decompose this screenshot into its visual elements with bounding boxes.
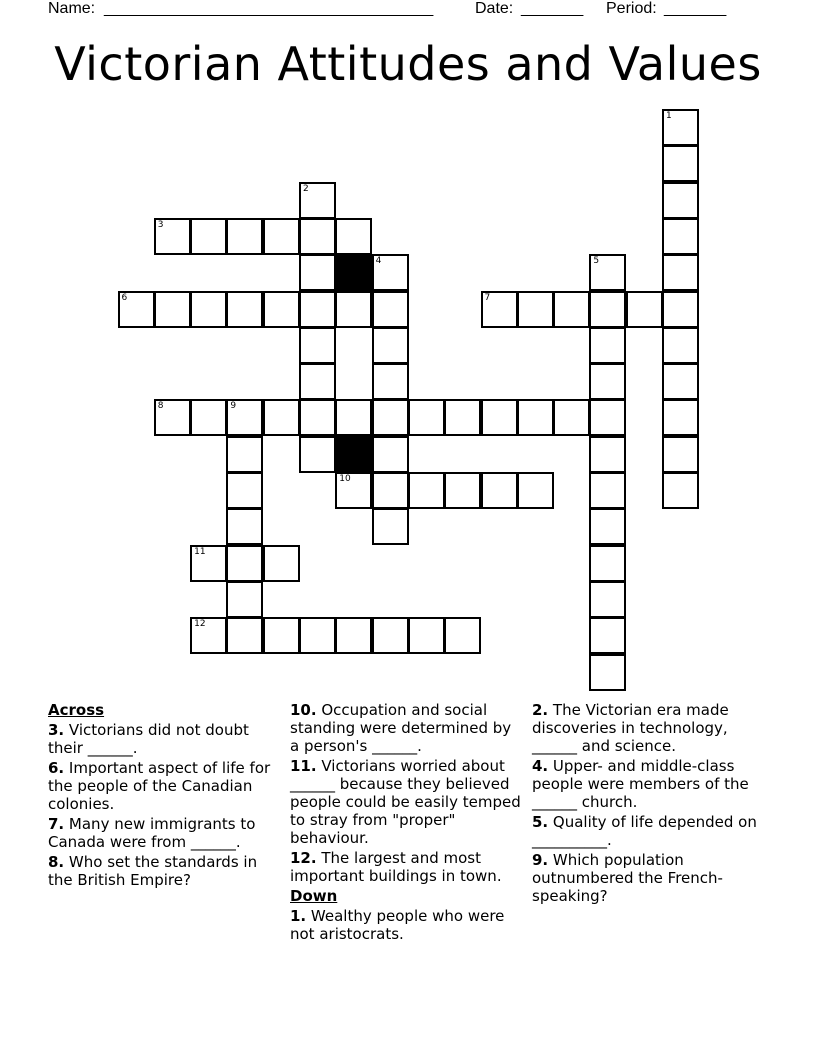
crossword-cell[interactable] xyxy=(299,617,336,654)
clue-number: 11. xyxy=(290,757,317,775)
clue-number: 5. xyxy=(532,813,549,831)
crossword-cell[interactable] xyxy=(372,363,409,400)
crossword-cell[interactable] xyxy=(263,291,300,328)
cell-number: 2 xyxy=(303,183,309,194)
crossword-cell[interactable] xyxy=(263,218,300,255)
crossword-cell[interactable] xyxy=(226,436,263,473)
crossword-cell[interactable] xyxy=(662,182,699,219)
clue-9 xyxy=(532,851,772,905)
crossword-cell[interactable] xyxy=(154,399,191,436)
clue-number: 8. xyxy=(48,853,65,871)
crossword-cell[interactable] xyxy=(662,363,699,400)
clue-10 xyxy=(290,701,525,755)
clue-number: 1. xyxy=(290,907,307,925)
clue-text: Victorians worried about ______ because they believed people could be easily temped to stray from "proper" behaviour. xyxy=(290,757,521,847)
clue-number: 10. xyxy=(290,701,317,719)
crossword-cell[interactable] xyxy=(226,581,263,618)
crossword-cell[interactable] xyxy=(408,472,445,509)
clue-text: Wealthy people who were not aristocrats. xyxy=(290,907,505,943)
crossword-cell[interactable] xyxy=(662,109,699,146)
crossword-cell[interactable] xyxy=(226,545,263,582)
clue-3 xyxy=(48,721,278,757)
crossword-cell[interactable] xyxy=(372,436,409,473)
crossword-cell[interactable] xyxy=(444,399,481,436)
crossword-cell[interactable] xyxy=(299,218,336,255)
crossword-cell[interactable] xyxy=(190,617,227,654)
date-label: Date: xyxy=(475,0,514,17)
crossword-cell[interactable] xyxy=(662,291,699,328)
crossword-cell[interactable] xyxy=(372,617,409,654)
clue-text: Quality of life depended on __________. xyxy=(532,813,757,849)
clue-text: Who set the standards in the British Empire? xyxy=(48,853,258,889)
period-label: Period: xyxy=(606,0,657,17)
crossword-cell[interactable] xyxy=(553,291,590,328)
crossword-cell[interactable] xyxy=(517,399,554,436)
crossword-cell[interactable] xyxy=(299,436,336,473)
crossword-cell[interactable] xyxy=(335,617,372,654)
name-label: Name: xyxy=(48,0,96,17)
cell-number: 7 xyxy=(484,292,491,303)
name-blank[interactable]: _____________________________________ xyxy=(104,0,434,17)
clue-number: 7. xyxy=(48,815,65,833)
crossword-cell[interactable] xyxy=(662,145,699,182)
crossword-cell[interactable] xyxy=(299,291,336,328)
clue-7 xyxy=(48,815,278,851)
across-heading: Across xyxy=(48,701,105,719)
crossword-cell[interactable] xyxy=(372,291,409,328)
crossword-cell[interactable] xyxy=(589,581,626,618)
crossword-cell[interactable] xyxy=(226,399,263,436)
clue-number: 3. xyxy=(48,721,65,739)
crossword-cell[interactable] xyxy=(263,617,300,654)
clue-text: Which population outnumbered the French-speaking? xyxy=(532,851,723,905)
clues-column-1 xyxy=(48,701,278,891)
clue-number: 4. xyxy=(532,757,549,775)
crossword-cell[interactable] xyxy=(372,254,409,291)
crossword-cell[interactable] xyxy=(589,399,626,436)
cell-number: 4 xyxy=(375,256,382,267)
clue-text: Occupation and social standing were determined by a person's ______. xyxy=(290,701,512,755)
black-square xyxy=(335,254,372,291)
crossword-cell[interactable] xyxy=(118,291,155,328)
crossword-cell[interactable] xyxy=(226,617,263,654)
crossword-cell[interactable] xyxy=(190,218,227,255)
clues-column-2 xyxy=(290,701,525,945)
clue-6 xyxy=(48,759,278,813)
crossword-cell[interactable] xyxy=(372,472,409,509)
crossword-cell[interactable] xyxy=(226,472,263,509)
page-title: Victorian Attitudes and Values xyxy=(54,37,762,91)
cell-number: 3 xyxy=(157,219,164,230)
cell-number: 12 xyxy=(194,619,206,630)
crossword-cell[interactable] xyxy=(154,291,191,328)
clue-number: 2. xyxy=(532,701,549,719)
crossword-cell[interactable] xyxy=(444,472,481,509)
crossword-cell[interactable] xyxy=(517,291,554,328)
date-blank[interactable]: _______ xyxy=(521,0,584,17)
clue-text: Victorians did not doubt their ______. xyxy=(48,721,249,757)
clue-number: 12. xyxy=(290,849,317,867)
crossword-cell[interactable] xyxy=(408,399,445,436)
crossword-cell[interactable] xyxy=(226,218,263,255)
crossword-cell[interactable] xyxy=(372,327,409,364)
crossword-cell[interactable] xyxy=(299,399,336,436)
clue-text: Many new immigrants to Canada were from ______. xyxy=(48,815,256,851)
crossword-cell[interactable] xyxy=(226,508,263,545)
crossword-cell[interactable] xyxy=(408,617,445,654)
crossword-cell[interactable] xyxy=(589,508,626,545)
crossword-cell[interactable] xyxy=(589,472,626,509)
crossword-cell[interactable] xyxy=(335,291,372,328)
crossword-cell[interactable] xyxy=(444,617,481,654)
clues-column-3 xyxy=(532,701,772,907)
cell-number: 6 xyxy=(121,292,128,303)
crossword-cell[interactable] xyxy=(481,399,518,436)
clue-5 xyxy=(532,813,772,849)
crossword-cell[interactable] xyxy=(263,545,300,582)
crossword-cell[interactable] xyxy=(299,327,336,364)
cell-number: 11 xyxy=(194,546,206,557)
crossword-cell[interactable] xyxy=(299,254,336,291)
crossword-cell[interactable] xyxy=(662,436,699,473)
crossword-cell[interactable] xyxy=(190,399,227,436)
crossword-cell[interactable] xyxy=(372,508,409,545)
crossword-cell[interactable] xyxy=(335,472,372,509)
crossword-cell[interactable] xyxy=(589,545,626,582)
crossword-cell[interactable] xyxy=(662,327,699,364)
crossword-cell[interactable] xyxy=(589,617,626,654)
crossword-cell[interactable] xyxy=(335,218,372,255)
cell-number: 1 xyxy=(666,111,672,121)
clue-text: Upper- and middle-class people were members of the ______ church. xyxy=(532,757,749,811)
crossword-cell[interactable] xyxy=(335,399,372,436)
clue-text: The largest and most important buildings in town. xyxy=(290,849,502,885)
black-square xyxy=(335,436,372,473)
crossword-cell[interactable] xyxy=(589,363,626,400)
clue-2 xyxy=(532,701,772,755)
clue-number: 6. xyxy=(48,759,65,777)
cell-number: 8 xyxy=(157,401,164,412)
crossword-cell[interactable] xyxy=(481,472,518,509)
crossword-cell[interactable] xyxy=(154,218,191,255)
crossword-cell[interactable] xyxy=(662,254,699,291)
crossword-cell[interactable] xyxy=(589,654,626,691)
crossword-cell[interactable] xyxy=(226,291,263,328)
crossword-cell[interactable] xyxy=(589,291,626,328)
cell-number: 9 xyxy=(230,401,237,412)
crossword-cell[interactable] xyxy=(299,363,336,400)
crossword-cell[interactable] xyxy=(589,436,626,473)
down-heading: Down xyxy=(290,887,338,905)
clue-12 xyxy=(290,849,525,885)
crossword-cell[interactable] xyxy=(553,399,590,436)
clue-number: 9. xyxy=(532,851,549,869)
clue-4 xyxy=(532,757,772,811)
crossword-cell[interactable] xyxy=(190,545,227,582)
crossword-cell[interactable] xyxy=(263,399,300,436)
clue-11 xyxy=(290,757,525,847)
crossword-cell[interactable] xyxy=(662,472,699,509)
crossword-cell[interactable] xyxy=(589,254,626,291)
crossword-cell[interactable] xyxy=(626,291,663,328)
crossword-cell[interactable] xyxy=(589,327,626,364)
clue-8 xyxy=(48,853,278,889)
crossword-cell[interactable] xyxy=(190,291,227,328)
period-blank[interactable]: _______ xyxy=(664,0,727,17)
crossword-cell[interactable] xyxy=(662,218,699,255)
crossword-cell[interactable] xyxy=(372,399,409,436)
crossword-cell[interactable] xyxy=(481,291,518,328)
crossword-cell[interactable] xyxy=(299,182,336,219)
clue-text: Important aspect of life for the people of the Canadian colonies. xyxy=(48,759,271,813)
crossword-cell[interactable] xyxy=(517,472,554,509)
cell-number: 10 xyxy=(339,474,351,484)
cell-number: 5 xyxy=(593,256,600,267)
crossword-cell[interactable] xyxy=(662,399,699,436)
clue-text: The Victorian era made discoveries in technology, ______ and science. xyxy=(532,701,729,755)
clue-1 xyxy=(290,907,525,943)
